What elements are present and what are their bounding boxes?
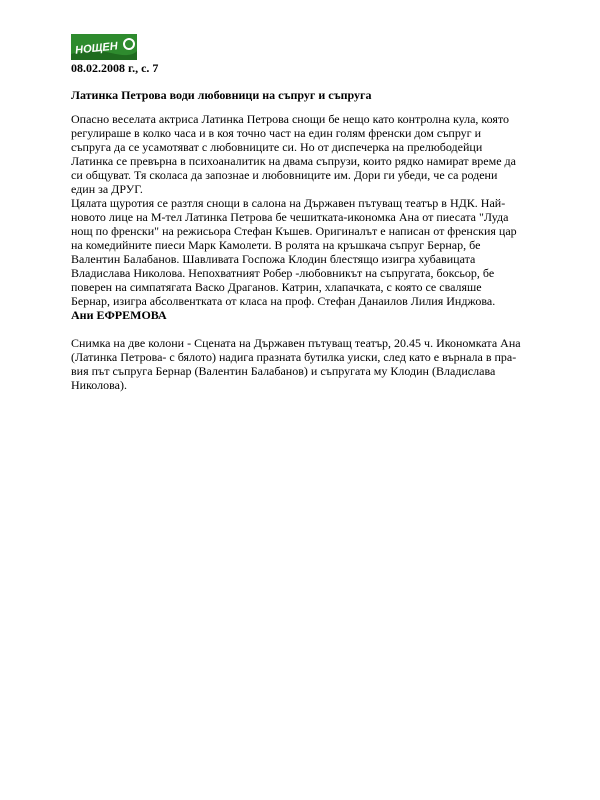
body-line: Владислава Николова. Непохватният Робер -любовникът на съпругата, боксьор, бе	[71, 266, 495, 280]
logo-text: НОЩЕН	[74, 40, 119, 57]
newspaper-logo	[71, 34, 137, 60]
body-line: на комедийните пиеси Марк Камолети. В ролята на кръшкача съпруг Бернар, бе	[71, 238, 481, 252]
body-line: Валентин Балабанов. Шавливата Госпожа Клодин блестящо изигра хубавицата	[71, 252, 476, 266]
article-body	[71, 112, 541, 392]
lead-line: регулираше в колко часа и в коя точно част на един голям френски дом съпруг и	[71, 126, 482, 140]
lead-line: си общуват. Тя сколаса да запознае и любовниците им. Дори ги убеди, че са родени	[71, 168, 498, 182]
lead-line: един за ДРУГ.	[71, 182, 143, 196]
body-line: новото лице на М-тел Латинка Петрова бе чешитката-икономка Ана от пиесата "Луда	[71, 210, 509, 224]
article-author: Ани ЕФРЕМОВА	[71, 308, 167, 322]
body-line: Бернар, изигра абсолвентката от класа на проф. Стефан Данаилов Лилия Инджова.	[71, 294, 496, 308]
caption-line: Николова).	[71, 378, 127, 392]
caption-line: (Латинка Петрова- с бялото) надига празната бутилка уиски, след като е върнала в пра-	[71, 350, 517, 364]
article-headline: Латинка Петрова води любовници на съпруг и съпруга	[71, 88, 372, 102]
caption-line: вия път съпруга Бернар (Валентин Балабанов) и съпругата му Клодин (Владислава	[71, 364, 496, 378]
body-line: поверен на симпатягата Васко Драганов. Катрин, хлапачката, с която се сваляше	[71, 280, 482, 294]
newspaper-logo-icon	[71, 34, 137, 60]
lead-line: Латинка се превърна в психоаналитик на двама съпрузи, които рядко намират време да	[71, 154, 516, 168]
body-line: нощ по френски" на режисьора Стефан Къшев. Оригиналът е написан от френския цар	[71, 224, 517, 238]
lead-line: съпруга да се усамотяват с любовниците си. Но от диспечерка на прелюбодейци	[71, 140, 483, 154]
caption-line: Снимка на две колони - Сцената на Държавен пътуващ театър, 20.45 ч. Икономката Ана	[71, 336, 521, 350]
body-line: Цялата щуротия се разтля снощи в салона на Държавен пътуващ театър в НДК. Най-	[71, 196, 506, 210]
paragraph-gap	[71, 322, 541, 336]
lead-line: Опасно веселата актриса Латинка Петрова снощи бе нещо като контролна кула, която	[71, 112, 510, 126]
publication-date-page: 08.02.2008 г., с. 7	[71, 61, 159, 75]
